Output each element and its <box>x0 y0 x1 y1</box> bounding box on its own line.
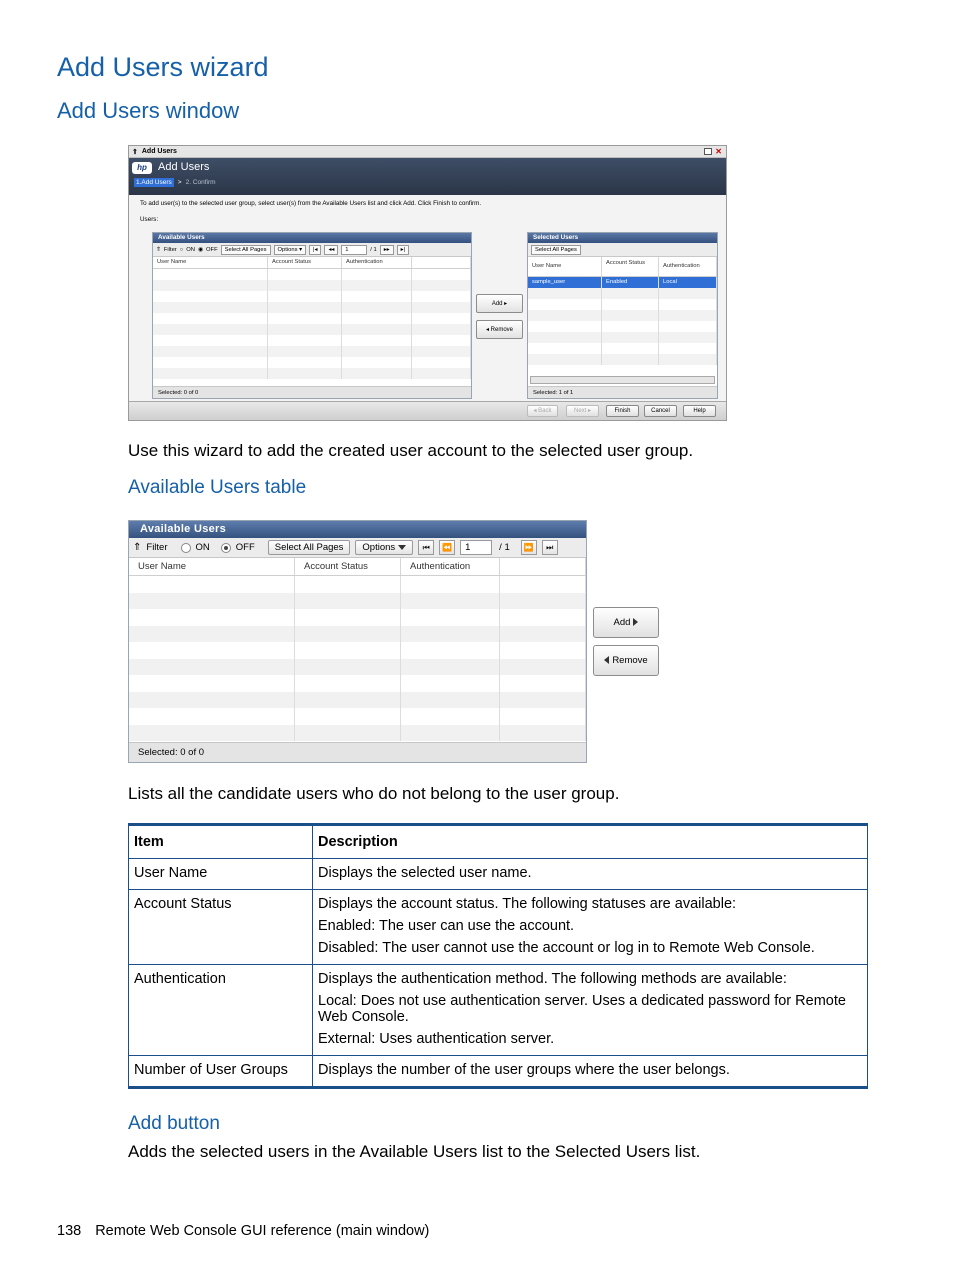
mini-available-title: Available Users <box>153 233 471 243</box>
step-separator: > <box>177 179 182 186</box>
table-row <box>528 321 717 332</box>
table-row <box>129 659 586 676</box>
step-confirm: 2. Confirm <box>185 179 216 186</box>
table-row <box>528 354 717 365</box>
filter-collapse-icon[interactable]: ⇑ <box>133 542 142 553</box>
add-button[interactable] <box>593 607 659 638</box>
mini-selected-rows <box>528 277 717 365</box>
close-icon[interactable]: ✕ <box>715 147 722 156</box>
last-page-icon[interactable]: ▸| <box>397 245 409 255</box>
sel-col-user-name[interactable]: User Name <box>528 257 602 276</box>
row-item: Number of User Groups <box>129 1056 313 1088</box>
select-all-pages-button[interactable]: Select All Pages <box>221 245 271 255</box>
help-button[interactable]: Help <box>683 405 716 417</box>
table-row <box>129 692 586 709</box>
mini-selected-users-table <box>527 232 718 399</box>
page-input[interactable]: 1 <box>341 245 367 255</box>
col-user-name[interactable]: User Name <box>153 257 268 268</box>
mini-selected-columns <box>528 257 717 277</box>
intro-paragraph: Use this wizard to add the created user account to the selected user group. <box>128 441 694 460</box>
sel-col-authentication[interactable]: Authentication <box>659 257 717 276</box>
mini-available-rows <box>153 269 471 379</box>
section-title: Add Users window <box>57 98 240 123</box>
item-description-table <box>128 823 868 1089</box>
table-row <box>153 280 471 291</box>
table-row <box>153 291 471 302</box>
step-add-users: 1.Add Users <box>136 179 172 186</box>
table-row <box>129 576 586 593</box>
available-users-heading: Available Users table <box>128 477 307 498</box>
window-title: Add Users <box>141 148 177 155</box>
next-page-icon[interactable]: ⏩ <box>521 540 537 555</box>
table-row <box>129 675 586 692</box>
table-row <box>129 642 586 659</box>
description-line: Displays the number of the user groups where the user belongs. <box>318 1062 730 1078</box>
row-description <box>313 965 868 1056</box>
table-row <box>129 593 586 610</box>
filter-on-radio[interactable] <box>181 543 191 553</box>
row-item: Account Status <box>129 890 313 965</box>
table-row <box>129 626 586 643</box>
table-row <box>153 302 471 313</box>
col-authentication[interactable]: Authentication <box>401 558 500 575</box>
filter-on-label: ON <box>195 542 210 553</box>
description-line: External: Uses authentication server. <box>318 1031 555 1047</box>
add-users-window-screenshot <box>128 145 727 421</box>
table-row <box>129 1056 868 1088</box>
mini-available-toolbar <box>153 243 471 257</box>
sel-authentication: Local <box>659 277 717 288</box>
footer-text: Remote Web Console GUI reference (main window) <box>95 1223 430 1239</box>
col-extra <box>500 558 586 575</box>
arrow-right-icon <box>633 618 638 626</box>
options-button[interactable] <box>355 540 413 555</box>
window-footer <box>129 401 726 420</box>
options-label: Options <box>277 246 298 253</box>
add-label: Add <box>613 617 631 628</box>
selected-select-all-button[interactable]: Select All Pages <box>531 245 581 255</box>
mini-remove-button[interactable]: ◂ Remove <box>476 320 523 339</box>
previous-page-icon[interactable]: ⏪ <box>439 540 455 555</box>
filter-off-radio[interactable]: ◉ <box>197 246 204 253</box>
remove-button[interactable] <box>593 645 659 676</box>
next-page-icon[interactable]: ▸▸ <box>380 245 394 255</box>
col-account-status[interactable]: Account Status <box>295 558 401 575</box>
finish-button[interactable]: Finish <box>606 405 639 417</box>
select-all-pages-button[interactable]: Select All Pages <box>268 540 351 555</box>
description-line: Disabled: The user cannot use the account or log in to Remote Web Console. <box>318 940 815 956</box>
row-item: Authentication <box>129 965 313 1056</box>
add-button-description: Adds the selected users in the Available Users list to the Selected Users list. <box>128 1142 701 1161</box>
table-row <box>153 335 471 346</box>
instruction-text: To add user(s) to the selected user group, select user(s) from the Available Users list and click Add. Click Finish to confirm. <box>140 200 482 207</box>
hp-logo: hp <box>132 162 152 174</box>
table-row <box>129 609 586 626</box>
table-row <box>153 324 471 335</box>
table-row <box>129 859 868 890</box>
mini-selected-toolbar <box>528 243 717 257</box>
available-users-columns <box>129 558 586 576</box>
remove-label: Remove <box>612 655 648 666</box>
filter-off-label: OFF <box>206 246 218 253</box>
arrow-left-icon <box>604 656 609 664</box>
sel-col-account-status[interactable]: Account Status <box>602 257 659 276</box>
available-users-title: Available Users <box>129 521 586 538</box>
available-users-footer: Selected: 0 of 0 <box>129 742 586 762</box>
filter-label: Filter <box>163 246 177 253</box>
mini-available-columns <box>153 257 471 269</box>
table-row <box>129 965 868 1056</box>
collapse-icon[interactable]: ⇑ <box>132 148 138 156</box>
description-line: Displays the selected user name. <box>318 865 532 881</box>
page-title: Add Users wizard <box>57 52 269 82</box>
chevron-down-icon <box>398 545 406 550</box>
table-row <box>153 269 471 280</box>
next-label: Next <box>573 408 587 414</box>
table-row <box>129 890 868 965</box>
add-button-heading: Add button <box>128 1113 220 1134</box>
prev-page-icon[interactable]: ◂◂ <box>324 245 338 255</box>
mini-remove-label: Remove <box>490 327 514 333</box>
row-description <box>313 859 868 890</box>
maximize-icon[interactable] <box>704 148 712 155</box>
cancel-button[interactable]: Cancel <box>644 405 677 417</box>
available-users-description: Lists all the candidate users who do not belong to the user group. <box>128 784 620 803</box>
col-authentication[interactable]: Authentication <box>342 257 412 268</box>
filter-off-radio[interactable] <box>221 543 231 553</box>
page-count: / 1 <box>499 542 510 553</box>
table-row <box>528 299 717 310</box>
table-row <box>528 343 717 354</box>
filter-off-label: OFF <box>235 542 255 553</box>
available-users-toolbar <box>129 538 586 558</box>
table-row <box>153 313 471 324</box>
available-users-rows <box>129 576 586 741</box>
col-user-name[interactable]: User Name <box>129 558 295 575</box>
next-button[interactable]: Next ▸ <box>566 405 599 417</box>
first-page-icon[interactable]: ⏮ <box>418 540 434 555</box>
filter-on-label: ON <box>186 246 195 253</box>
available-users-table <box>128 520 587 763</box>
filter-icon[interactable]: ⇑ <box>156 246 161 253</box>
row-description <box>313 1056 868 1088</box>
mini-selected-title: Selected Users <box>528 233 717 243</box>
header-description: Description <box>313 825 868 859</box>
description-line: Enabled: The user can use the account. <box>318 918 575 934</box>
table-row <box>153 357 471 368</box>
table-row <box>129 708 586 725</box>
page-number-input[interactable]: 1 <box>460 540 492 555</box>
table-row <box>528 332 717 343</box>
table-row <box>528 310 717 321</box>
mini-selected-footer: Selected: 1 of 1 <box>528 386 717 398</box>
filter-on-radio[interactable]: ○ <box>179 246 184 253</box>
sel-user-name: sample_user <box>528 277 602 288</box>
horizontal-scrollbar[interactable] <box>530 376 715 384</box>
table-row <box>153 346 471 357</box>
col-account-status[interactable]: Account Status <box>268 257 342 268</box>
last-page-icon[interactable]: ⏭ <box>542 540 558 555</box>
table-row-selected[interactable] <box>528 277 717 288</box>
mini-add-label: Add <box>491 301 503 307</box>
banner-title: Add Users <box>158 161 210 173</box>
table-header-row <box>129 825 868 859</box>
table-row <box>129 725 586 742</box>
sel-account-status: Enabled <box>602 277 659 288</box>
first-page-icon[interactable]: |◂ <box>309 245 321 255</box>
wizard-steps <box>134 178 216 187</box>
back-label: Back <box>538 408 552 414</box>
window-titlebar <box>129 146 726 158</box>
description-line: Displays the account status. The following statuses are available: <box>318 896 737 912</box>
wizard-banner <box>129 158 726 195</box>
col-extra <box>412 257 471 268</box>
page-count: / 1 <box>370 246 377 253</box>
description-line: Local: Does not use authentication server. Uses a dedicated password for Remote Web Console. <box>318 993 846 1025</box>
options-label: Options <box>362 542 396 553</box>
description-line: Displays the authentication method. The following methods are available: <box>318 971 787 987</box>
header-item: Item <box>129 825 313 859</box>
options-button[interactable]: Options ▾ <box>274 245 307 255</box>
page-number: 138 <box>57 1223 82 1239</box>
row-item: User Name <box>129 859 313 890</box>
page-footer <box>57 1223 429 1239</box>
filter-label: Filter <box>146 542 168 553</box>
users-label: Users: <box>140 216 159 223</box>
row-description <box>313 890 868 965</box>
back-button[interactable]: ◂ Back <box>527 405 558 417</box>
table-row <box>528 288 717 299</box>
mini-available-footer: Selected: 0 of 0 <box>153 386 471 398</box>
mini-add-button[interactable]: Add ▸ <box>476 294 523 313</box>
table-row <box>153 368 471 379</box>
mini-available-users-table <box>152 232 472 399</box>
